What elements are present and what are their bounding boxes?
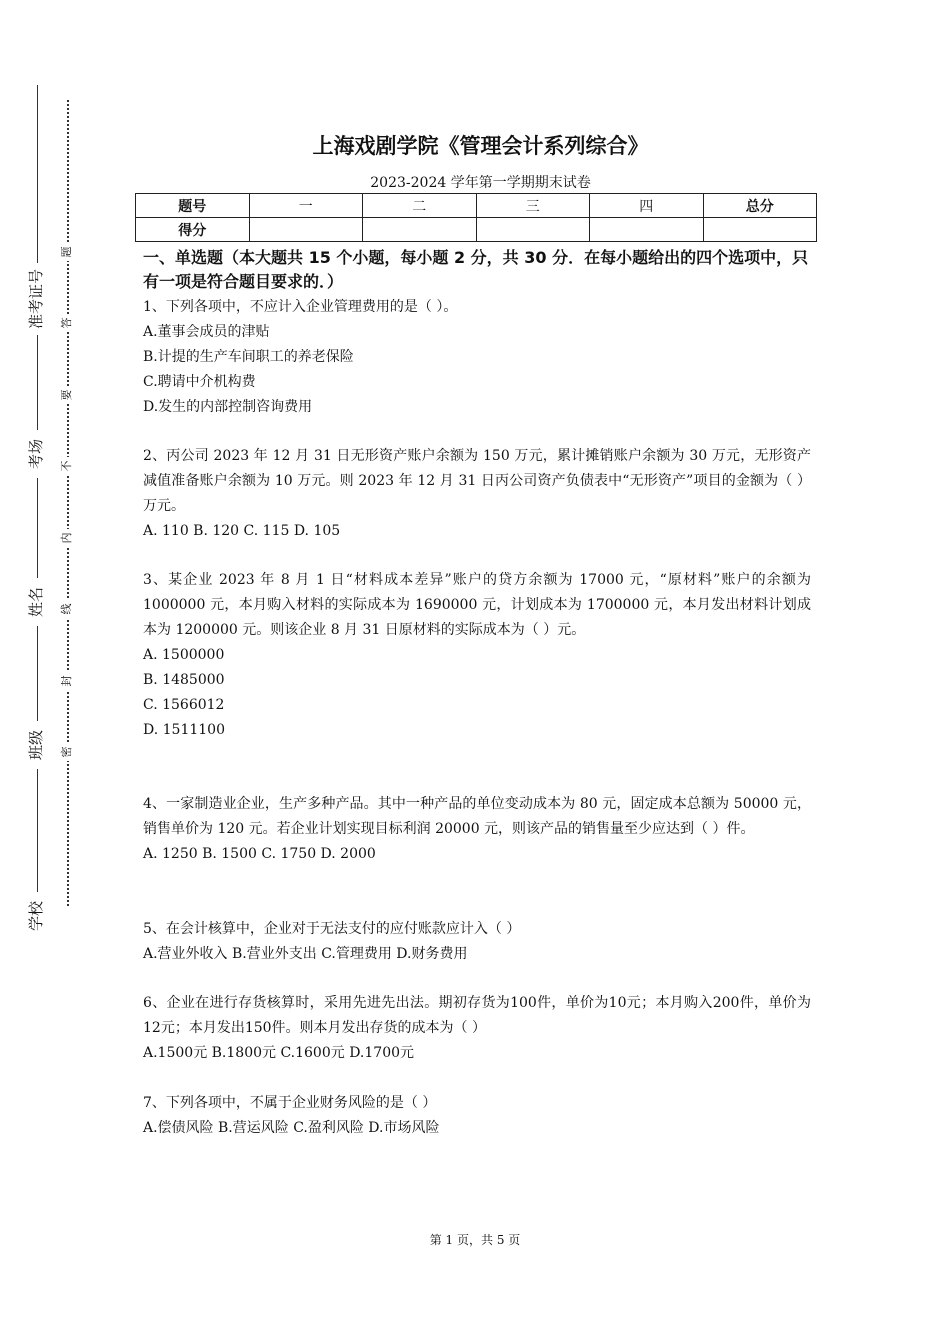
question-stem: 7、下列各项中，不属于企业财务风险的是（ ） xyxy=(143,1095,437,1111)
question-option: D.发生的内部控制咨询费用 xyxy=(143,399,313,415)
score-table xyxy=(135,193,817,242)
score-header-cell: 总分 xyxy=(703,194,817,218)
seal-char: 内 xyxy=(58,529,76,547)
score-cell xyxy=(703,218,817,242)
question-option: A.董事会成员的津贴 xyxy=(143,324,270,340)
question-option: A.营业外收入 B.营业外支出 C.管理费用 D.财务费用 xyxy=(143,946,468,962)
seal-char: 题 xyxy=(58,243,76,261)
question-option: B.计提的生产车间职工的养老保险 xyxy=(143,349,354,365)
question-3 xyxy=(143,568,811,743)
field-school: 学校 xyxy=(22,892,50,940)
question-stem: 4、一家制造业企业，生产多种产品。其中一种产品的单位变动成本为 80 元，固定成本总额为 50000 元，销售单价为 120 元。若企业计划实现目标利润 20000 元，则该产品的销售量至少应达到（ ）件。 xyxy=(143,796,811,837)
question-option: C.聘请中介机构费 xyxy=(143,374,256,390)
question-option: D. 1511100 xyxy=(143,722,225,738)
score-cell xyxy=(476,218,590,242)
score-table-score-row xyxy=(136,218,817,242)
question-6 xyxy=(143,991,811,1066)
page-subtitle: 2023-2024 学年第一学期期末试卷 xyxy=(370,175,591,191)
binding-solid-line xyxy=(37,85,38,935)
field-exam-room: 考场 xyxy=(22,430,50,478)
question-option: A. 1500000 xyxy=(143,647,225,663)
question-2 xyxy=(143,444,811,544)
score-cell xyxy=(590,218,704,242)
score-header-cell: 四 xyxy=(590,194,704,218)
score-table-header-row xyxy=(136,194,817,218)
question-stem: 3、某企业 2023 年 8 月 1 日“材料成本差异”账户的贷方余额为 17000 元，“原材料”账户的余额为 1000000 元，本月购入材料的实际成本为 1690000 元，计划成本为 1700000 元，本月发出材料计划成本为 1200000 元。则该企业 8 月 31 日原材料的实际成本为（ ）元。 xyxy=(143,572,811,638)
section-heading: 一、单选题（本大题共 15 个小题，每小题 2 分，共 30 分．在每小题给出的四个选项中，只有一项是符合题目要求的．） xyxy=(143,248,809,291)
question-stem: 6、企业在进行存货核算时，采用先进先出法。期初存货为100件，单价为10元；本月购入200件，单价为12元；本月发出150件。则本月发出存货的成本为（ ） xyxy=(143,995,811,1036)
question-option: B. 1485000 xyxy=(143,672,225,688)
field-name: 姓名 xyxy=(22,578,50,626)
question-option: A.偿债风险 B.营运风险 C.盈利风险 D.市场风险 xyxy=(143,1120,440,1136)
binding-dotted-line xyxy=(67,100,69,906)
score-header-cell: 二 xyxy=(363,194,477,218)
question-option: A.1500元 B.1800元 C.1600元 D.1700元 xyxy=(143,1045,415,1061)
score-row-label: 得分 xyxy=(136,218,250,242)
score-cell xyxy=(363,218,477,242)
seal-char: 密 xyxy=(58,743,76,761)
seal-char: 线 xyxy=(58,600,76,618)
score-header-cell: 一 xyxy=(249,194,363,218)
field-exam-number: 准考证号 xyxy=(22,263,50,335)
score-cell xyxy=(249,218,363,242)
field-class: 班级 xyxy=(22,721,50,769)
page-title: 上海戏剧学院《管理会计系列综合》 xyxy=(312,134,649,158)
seal-char: 封 xyxy=(58,672,76,690)
seal-char: 要 xyxy=(58,386,76,404)
question-4 xyxy=(143,792,811,867)
binding-margin xyxy=(0,0,95,1344)
question-stem: 1、下列各项中，不应计入企业管理费用的是（ ）。 xyxy=(143,299,458,315)
question-stem: 2、丙公司 2023 年 12 月 31 日无形资产账户余额为 150 万元，累计摊销账户余额为 30 万元，无形资产减值准备账户余额为 10 万元。则 2023 年 12 月 31 日丙公司资产负债表中“无形资产”项目的金额为（ ）万元。 xyxy=(143,448,811,514)
question-1 xyxy=(143,295,811,420)
score-header-cell: 三 xyxy=(476,194,590,218)
question-option: A. 110 B. 120 C. 115 D. 105 xyxy=(143,523,341,539)
question-7 xyxy=(143,1091,811,1141)
question-stem: 5、在会计核算中，企业对于无法支付的应付账款应计入（ ） xyxy=(143,921,521,937)
question-option: C. 1566012 xyxy=(143,697,225,713)
seal-char: 不 xyxy=(58,457,76,475)
score-header-cell: 题号 xyxy=(136,194,250,218)
question-5 xyxy=(143,917,811,967)
question-option: A. 1250 B. 1500 C. 1750 D. 2000 xyxy=(143,846,376,862)
page-footer: 第 1 页，共 5 页 xyxy=(429,1233,521,1247)
seal-char: 答 xyxy=(58,314,76,332)
